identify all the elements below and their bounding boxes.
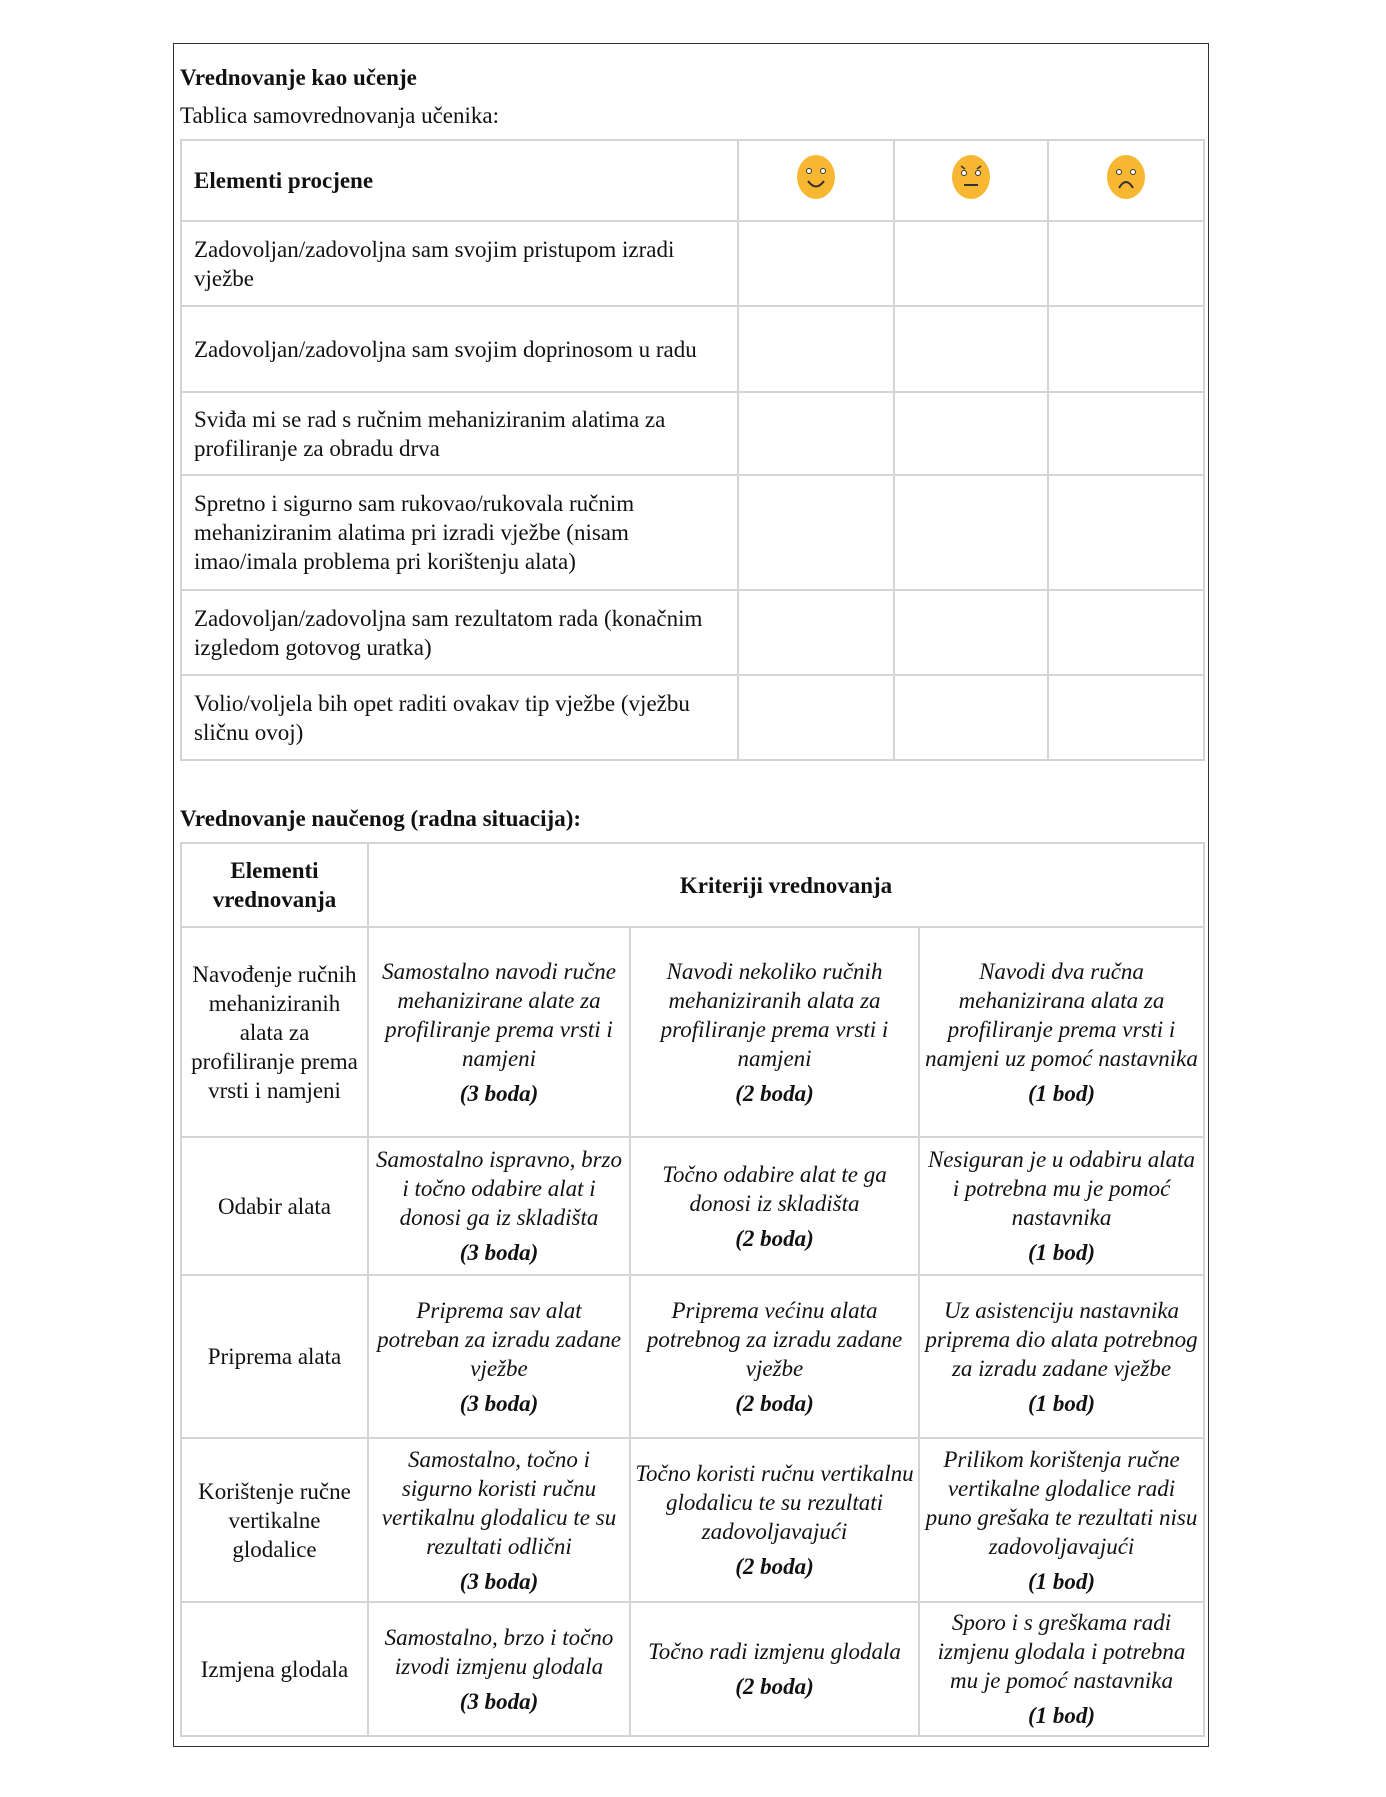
- table-row: [181, 590, 1204, 675]
- criterion-2-points: [630, 1137, 919, 1275]
- header-cell-happy: [738, 140, 894, 221]
- criterion-3-points: [368, 1602, 630, 1736]
- points-label: (3 boda): [459, 1390, 539, 1416]
- rating-cell[interactable]: [894, 392, 1048, 475]
- points-label: (1 bod): [1027, 1703, 1096, 1728]
- header-criteria: Kriteriji vrednovanja: [368, 843, 1204, 927]
- criterion-1-point: [919, 1275, 1204, 1438]
- header-cell: Elementi procjene: [181, 140, 738, 221]
- criterion-text: Samostalno, točno i sigurno koristi ručnu vertikalnu glodalicu te su rezultati odlični: [381, 1446, 617, 1559]
- criterion-2-points: [630, 1602, 919, 1736]
- table-row: [181, 1602, 1204, 1736]
- header-cell-sad: [1048, 140, 1204, 221]
- criterion-text: Prilikom korištenja ručne vertikalne glodalice radi puno grešaka te rezultati nisu zadovoljavajući: [925, 1446, 1198, 1559]
- points-label: (1 bod): [1027, 1080, 1096, 1106]
- section-subtitle: Tablica samovrednovanja učenika:: [180, 103, 499, 128]
- criterion-text: Sporo i s greškama radi izmjenu glodala i potrebna mu je pomoć nastavnika: [937, 1610, 1186, 1693]
- criterion-text: Točno koristi ručnu vertikalnu glodalicu te su rezultati zadovoljavajući: [635, 1461, 914, 1544]
- criterion-text: Priprema većinu alata potrebnog za izradu zadane vježbe: [646, 1297, 903, 1381]
- header-elements: Elementi vrednovanja: [181, 843, 368, 927]
- points-label: (2 boda): [735, 1674, 814, 1699]
- table-row: [181, 221, 1204, 306]
- neutral-face-icon: [951, 154, 991, 200]
- rating-cell[interactable]: [1048, 221, 1204, 306]
- element-cell: Priprema alata: [181, 1275, 368, 1438]
- table-row: [181, 1438, 1204, 1602]
- points-label: (3 boda): [459, 1568, 539, 1594]
- rating-cell[interactable]: [738, 675, 894, 760]
- table-header-row: [181, 140, 1204, 221]
- evaluation-table: [180, 842, 1205, 1737]
- row-label: Sviđa mi se rad s ručnim mehaniziranim alatima za profiliranje za obradu drva: [181, 392, 738, 475]
- points-label: (2 boda): [735, 1225, 814, 1251]
- rating-cell[interactable]: [738, 221, 894, 306]
- points-label: (1 bod): [1027, 1390, 1096, 1416]
- rating-cell[interactable]: [894, 475, 1048, 590]
- points-label: (3 boda): [459, 1688, 539, 1714]
- rating-cell[interactable]: [894, 590, 1048, 675]
- rating-cell[interactable]: [738, 590, 894, 675]
- rating-cell[interactable]: [894, 221, 1048, 306]
- criterion-3-points: [368, 1137, 630, 1275]
- table-row: [181, 306, 1204, 392]
- header-cell-neutral: [894, 140, 1048, 221]
- rating-cell[interactable]: [1048, 475, 1204, 590]
- element-cell: Korištenje ručne vertikalne glodalice: [181, 1438, 368, 1602]
- criterion-text: Navodi dva ručna mehanizirana alata za profiliranje prema vrsti i namjeni uz pomoć nastavnika: [925, 958, 1198, 1071]
- table-row: [181, 1137, 1204, 1275]
- table-header-row: [181, 843, 1204, 927]
- criterion-text: Samostalno, brzo i točno izvodi izmjenu glodala: [384, 1624, 614, 1679]
- criterion-1-point: [919, 1438, 1204, 1602]
- rating-cell[interactable]: [1048, 590, 1204, 675]
- row-label: Volio/voljela bih opet raditi ovakav tip vježbe (vježbu sličnu ovoj): [181, 675, 738, 760]
- table-row: [181, 927, 1204, 1137]
- criterion-1-point: [919, 1137, 1204, 1275]
- points-label: (3 boda): [459, 1240, 539, 1265]
- smiling-face-icon: [796, 154, 836, 200]
- rating-cell[interactable]: [738, 392, 894, 475]
- self-assessment-table: [180, 139, 1205, 761]
- row-label: Spretno i sigurno sam rukovao/rukovala ručnim mehaniziranim alatima pri izradi vježbe (nisam imao/imala problema pri korištenju alata): [181, 475, 738, 590]
- rating-cell[interactable]: [1048, 392, 1204, 475]
- points-label: (1 bod): [1027, 1240, 1096, 1265]
- rating-cell[interactable]: [894, 306, 1048, 392]
- criterion-3-points: [368, 1275, 630, 1438]
- rating-cell[interactable]: [738, 306, 894, 392]
- row-label: Zadovoljan/zadovoljna sam svojim doprinosom u radu: [181, 306, 738, 392]
- criterion-text: Navodi nekoliko ručnih mehaniziranih alata za profiliranje prema vrsti i namjeni: [660, 958, 889, 1071]
- table-row: [181, 475, 1204, 590]
- criterion-3-points: [368, 1438, 630, 1602]
- table-row: [181, 1275, 1204, 1438]
- criterion-1-point: [919, 927, 1204, 1137]
- points-label: (2 boda): [735, 1390, 814, 1416]
- rating-cell[interactable]: [1048, 306, 1204, 392]
- criterion-2-points: [630, 927, 919, 1137]
- criterion-2-points: [630, 1438, 919, 1602]
- element-cell: Navođenje ručnih mehaniziranih alata za profiliranje prema vrsti i namjeni: [181, 927, 368, 1137]
- section-title: Vrednovanje kao učenje: [180, 65, 417, 90]
- criterion-text: Priprema sav alat potreban za izradu zadane vježbe: [377, 1297, 621, 1381]
- criterion-3-points: [368, 927, 630, 1137]
- criterion-text: Nesiguran je u odabiru alata i potrebna mu je pomoć nastavnika: [927, 1147, 1196, 1230]
- points-label: (2 boda): [735, 1554, 814, 1579]
- sad-face-icon: [1106, 154, 1146, 200]
- criterion-2-points: [630, 1275, 919, 1438]
- section-title: Vrednovanje naučenog (radna situacija):: [180, 806, 582, 831]
- element-cell: Odabir alata: [181, 1137, 368, 1275]
- row-label: Zadovoljan/zadovoljna sam rezultatom rada (konačnim izgledom gotovog uratka): [181, 590, 738, 675]
- element-cell: Izmjena glodala: [181, 1602, 368, 1736]
- points-label: (2 boda): [735, 1080, 814, 1106]
- criterion-text: Samostalno navodi ručne mehanizirane alate za profiliranje prema vrsti i namjeni: [382, 958, 616, 1071]
- rating-cell[interactable]: [1048, 675, 1204, 760]
- points-label: (3 boda): [459, 1080, 539, 1106]
- criterion-text: Točno odabire alat te ga donosi iz skladišta: [662, 1161, 887, 1216]
- rating-cell[interactable]: [894, 675, 1048, 760]
- criterion-text: Samostalno ispravno, brzo i točno odabire alat i donosi ga iz skladišta: [376, 1147, 622, 1230]
- rating-cell[interactable]: [738, 475, 894, 590]
- table-row: [181, 392, 1204, 475]
- points-label: (1 bod): [1027, 1568, 1096, 1594]
- table-row: [181, 675, 1204, 760]
- row-label: Zadovoljan/zadovoljna sam svojim pristupom izradi vježbe: [181, 221, 738, 306]
- criterion-text: Uz asistenciju nastavnika priprema dio alata potrebnog za izradu zadane vježbe: [925, 1297, 1198, 1381]
- criterion-1-point: [919, 1602, 1204, 1736]
- criterion-text: Točno radi izmjenu glodala: [648, 1639, 901, 1664]
